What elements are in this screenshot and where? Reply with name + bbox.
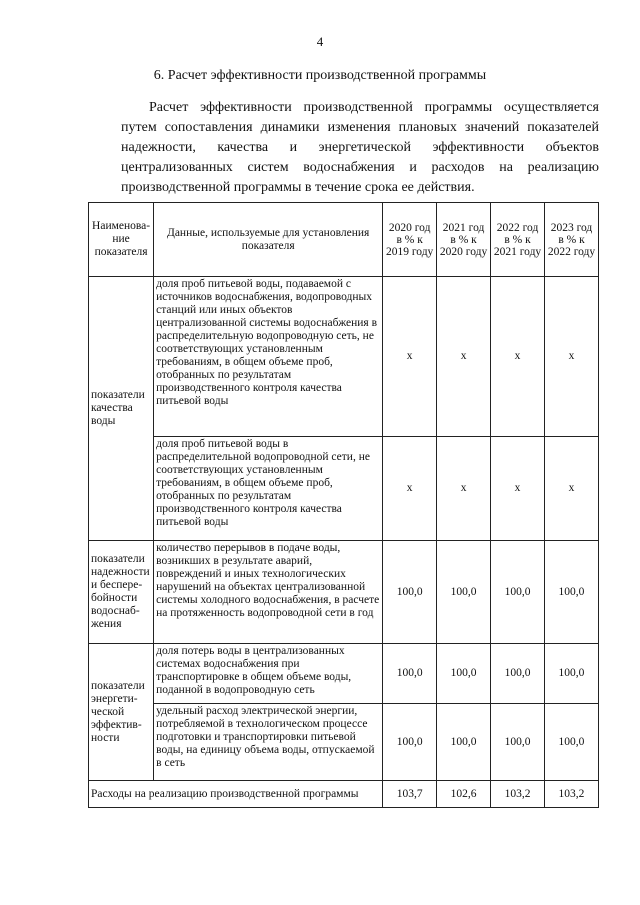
table-row <box>89 277 599 437</box>
page-number: 4 <box>316 34 324 49</box>
table-row <box>89 541 599 644</box>
row-value: 100,0 <box>491 704 545 781</box>
row-value: х <box>437 437 491 541</box>
row-description: доля потерь воды в централизованных системах водоснабжения при транспортировке в общем объеме воды, поданной в водопроводную сеть <box>154 644 383 704</box>
row-value: 100,0 <box>544 644 598 704</box>
row-description: количество перерывов в подаче воды, возникших в результате аварий, повреждений и иных технологических нарушений на объектах централизованной системы холодного водоснабжения, в расчете на протяженность водопроводной сети в год <box>154 541 383 644</box>
row-value: х <box>383 437 437 541</box>
expenses-value: 102,6 <box>437 781 491 808</box>
expenses-value: 103,7 <box>383 781 437 808</box>
expenses-value: 103,2 <box>544 781 598 808</box>
row-description: доля проб питьевой воды в распределительной водопроводной сети, не соответствующих установленным требованиям, в общем объеме проб, отобранных по результатам производственного контроля качества питьевой воды <box>154 437 383 541</box>
header-name: Наименова-ние показателя <box>89 203 154 277</box>
group-name-reliability: показатели надежности и беспере-бойности водоснаб-жения <box>89 541 154 644</box>
row-value: 100,0 <box>491 541 545 644</box>
header-data: Данные, используемые для установления показателя <box>154 203 383 277</box>
group-name-energy: показатели энергети-ческой эффектив-ности <box>89 644 154 781</box>
row-value: х <box>544 437 598 541</box>
row-value: 100,0 <box>437 541 491 644</box>
header-year-2020: 2020 год в % к 2019 году <box>383 203 437 277</box>
expenses-label: Расходы на реализацию производственной программы <box>89 781 383 808</box>
expenses-row <box>89 781 599 808</box>
row-description: удельный расход электрической энергии, потребляемой в технологическом процессе подготовки и транспортировки питьевой воды, на единицу объема воды, отпускаемой в сеть <box>154 704 383 781</box>
row-value: х <box>491 277 545 437</box>
row-value: х <box>491 437 545 541</box>
row-description: доля проб питьевой воды, подаваемой с источников водоснабжения, водопроводных станций или иных объектов централизованной системы водоснабжения в распределительную водопроводную сеть, не соответствующих установленным требованиям, в общем объеме проб, отобранных по результатам производственного контроля качества питьевой воды <box>154 277 383 437</box>
table-row <box>89 644 599 704</box>
row-value: 100,0 <box>491 644 545 704</box>
row-value: 100,0 <box>437 644 491 704</box>
header-year-2023: 2023 год в % к 2022 году <box>544 203 598 277</box>
row-value: 100,0 <box>383 704 437 781</box>
section-title: 6. Расчет эффективности производственной программы <box>153 68 487 83</box>
row-value: х <box>544 277 598 437</box>
row-value: 100,0 <box>383 541 437 644</box>
row-value: х <box>383 277 437 437</box>
row-value: 100,0 <box>437 704 491 781</box>
row-value: х <box>437 277 491 437</box>
expenses-value: 103,2 <box>491 781 545 808</box>
group-name-quality: показатели качества воды <box>89 277 154 541</box>
row-value: 100,0 <box>383 644 437 704</box>
intro-paragraph: Расчет эффективности производственной программы осуществляется путем сопоставления динамики изменения плановых значений показателей надежности, качества и энергетической эффективности объектов централизованных систем водоснабжения и расходов на реализацию производственной программы в течение срока ее действия. <box>121 100 599 195</box>
header-year-2022: 2022 год в % к 2021 году <box>491 203 545 277</box>
row-value: 100,0 <box>544 541 598 644</box>
table-row <box>89 437 599 541</box>
table-header-row <box>89 203 599 277</box>
table-row <box>89 704 599 781</box>
row-value: 100,0 <box>544 704 598 781</box>
efficiency-table <box>88 202 599 808</box>
header-year-2021: 2021 год в % к 2020 году <box>437 203 491 277</box>
